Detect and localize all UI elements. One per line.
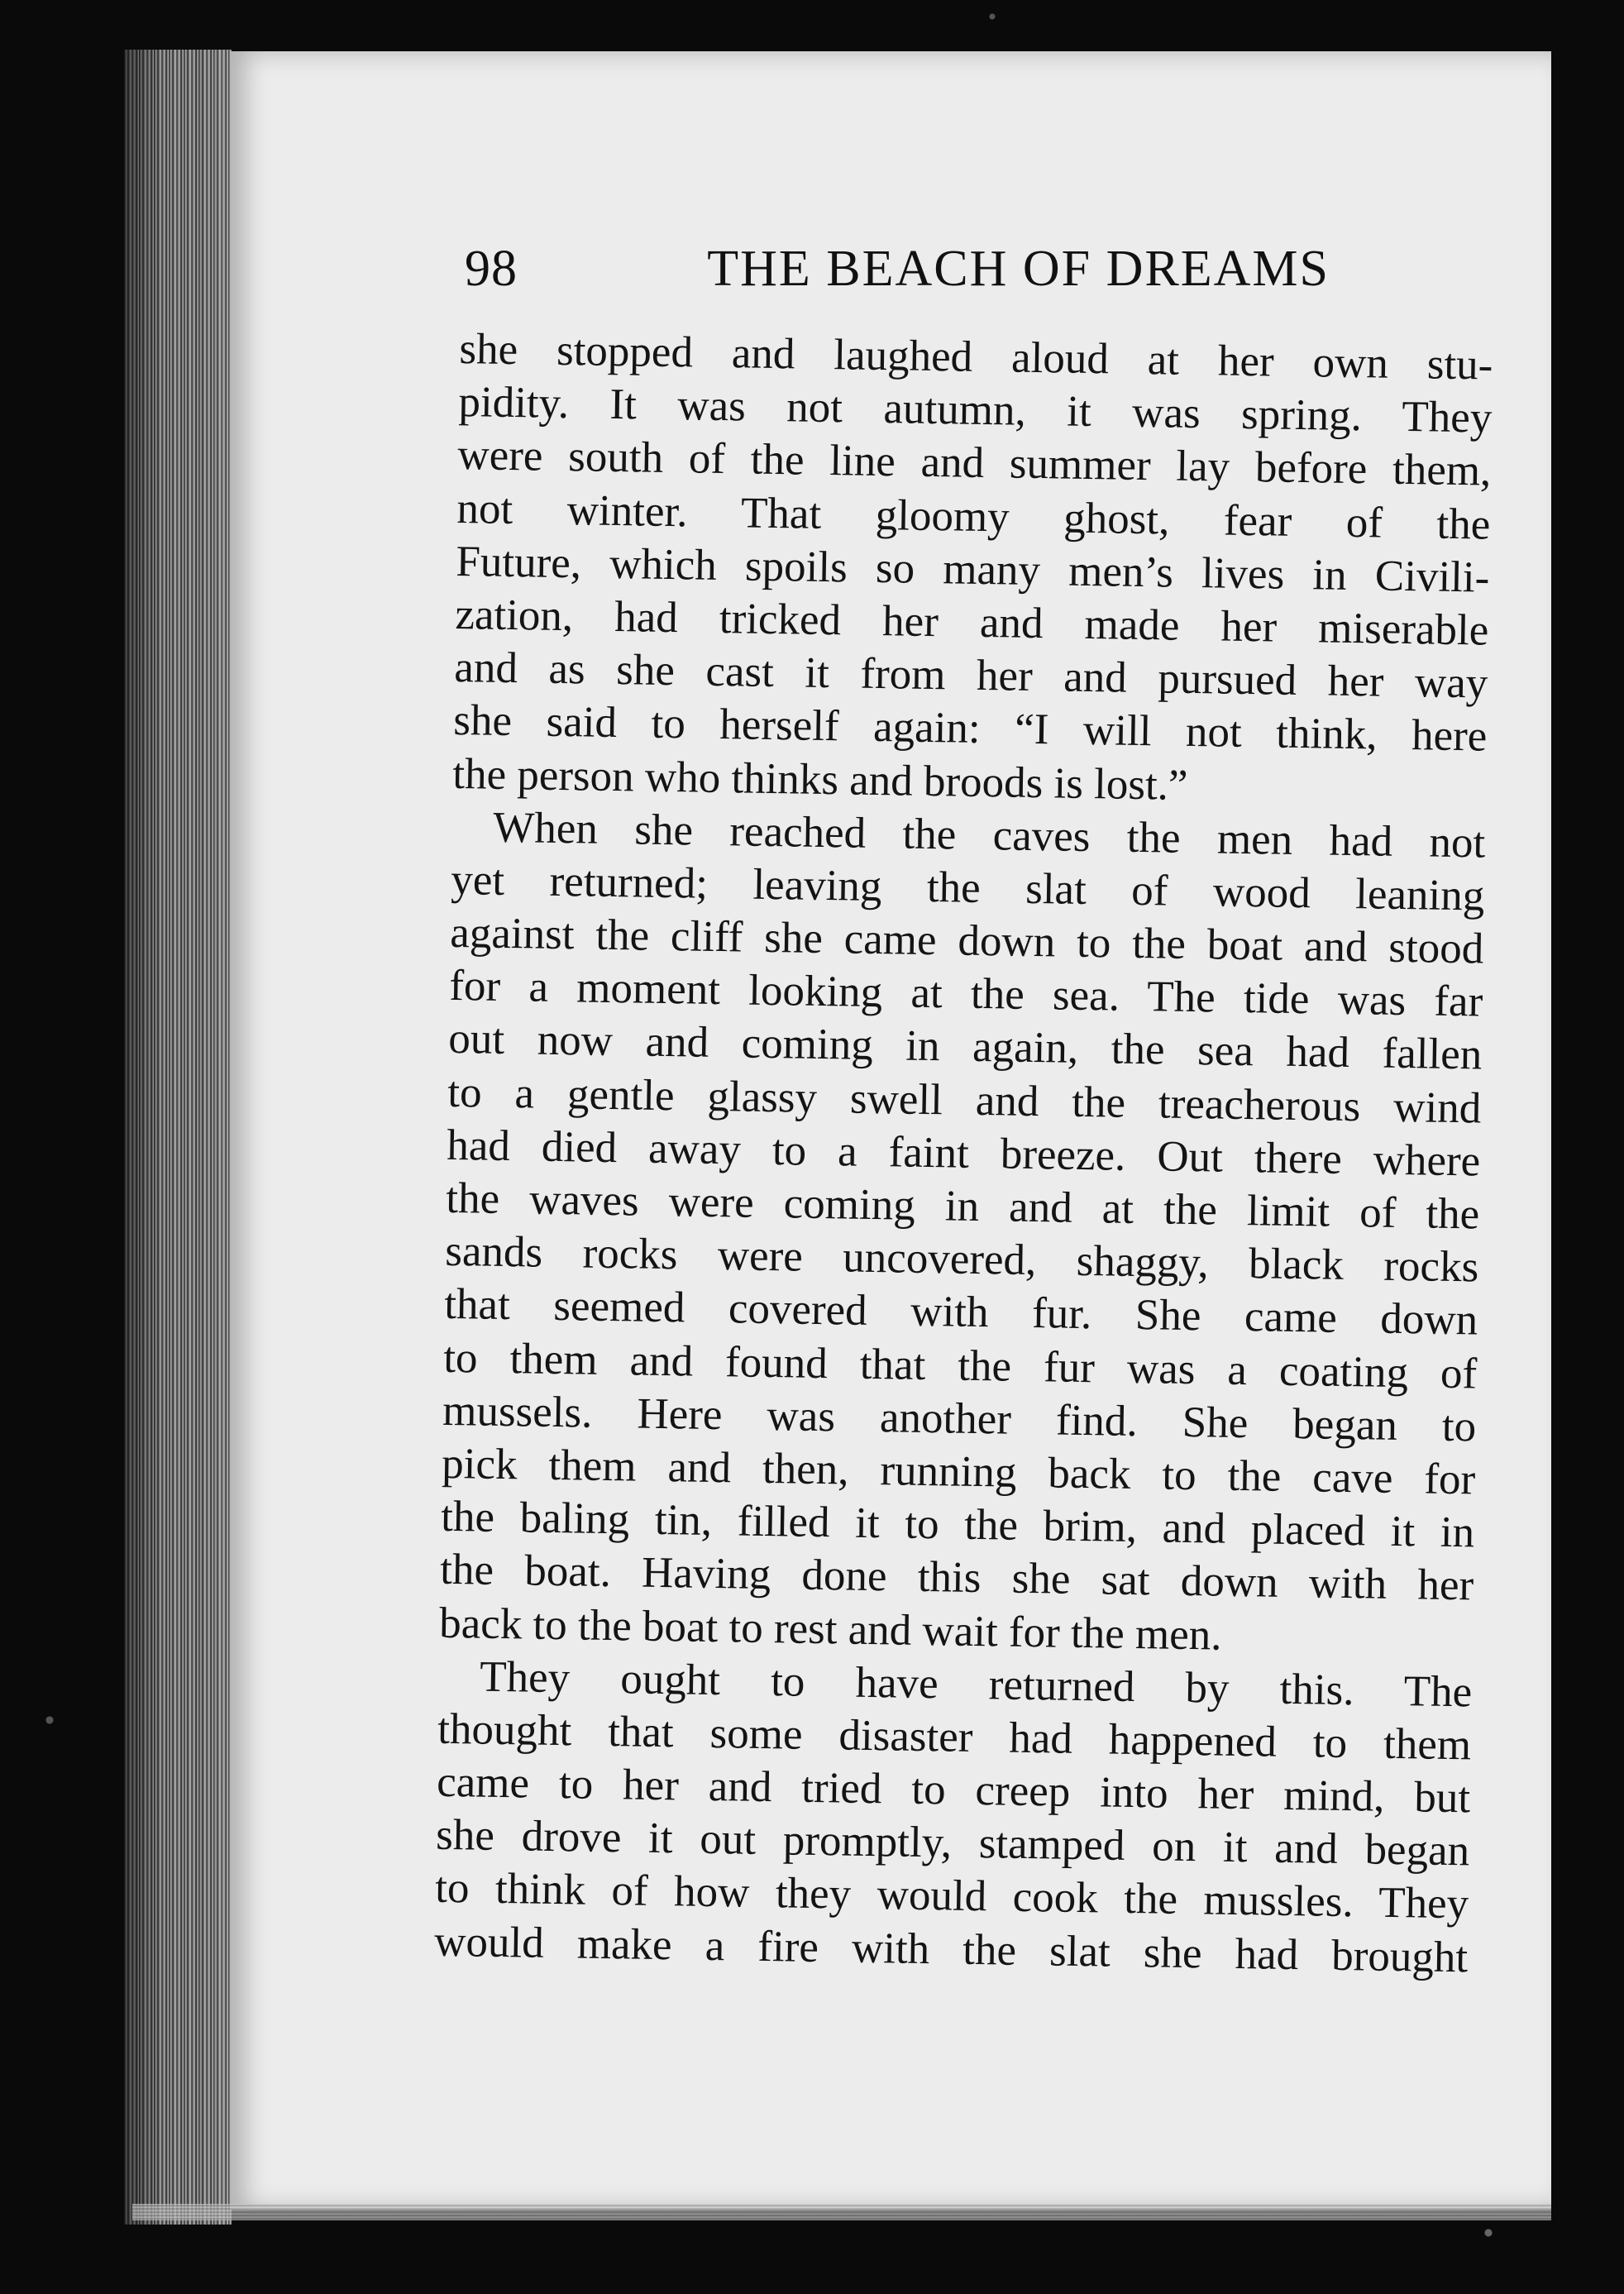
paragraph-3 [434,1649,1473,1984]
text-line: They ought to have returned by this. The [479,1652,1473,1717]
book-page-edges [124,50,232,2225]
text-line: that seemed covered with fur. She came down [443,1280,1478,1345]
text-line: When she reached the caves the men had not [492,803,1486,867]
text-line: out now and coming in again, the sea had fallen [447,1015,1483,1079]
text-line: pick them and then, running back to the cave for [441,1439,1476,1504]
text-line: back to the boat to rest and wait for the men. [438,1599,1222,1660]
text-line: and as she cast it from her and pursued her way [453,643,1488,708]
paragraph-2 [439,801,1486,1666]
paragraph-1 [452,323,1493,816]
text-line: mussels. Here was another find. She began to [442,1386,1477,1451]
text-line: to them and found that the fur was a coating of [442,1333,1478,1398]
text-line: the baling tin, filled it to the brim, and placed it in [440,1492,1475,1557]
text-line: thought that some disaster had happened to them [437,1704,1472,1770]
text-line: against the cliff she came down to the boat and stood [449,908,1484,973]
text-line: were south of the line and summer lay before them, [457,431,1492,495]
text-line: pidity. It was not autumn, it was spring. They [458,378,1493,442]
text-line: the boat. Having done this she sat down with her [439,1546,1474,1610]
text-line: she said to herself again: “I will not think, here [452,696,1488,761]
text-line: zation, had tricked her and made her miserable [455,590,1489,655]
running-head [465,240,1330,299]
text-line: the person who thinks and broods is lost.” [451,749,1188,810]
text-line: to think of how they would cook the mussles. They [434,1864,1469,1928]
text-line: sands rocks were uncovered, shaggy, black rocks [444,1227,1479,1292]
text-line: to a gentle glassy swell and the treacherous wind [447,1068,1482,1133]
page-bottom-edge [132,2204,1551,2220]
body-text [434,323,1493,1984]
text-line: not winter. That gloomy ghost, fear of the [456,484,1491,549]
running-title: THE BEACH OF DREAMS [707,241,1330,297]
text-line: she drove it out promptly, stamped on it and began [435,1811,1470,1876]
text-line: would make a fire with the slat she had brought [433,1917,1469,1982]
text-line: had died away to a faint breeze. Out there where [446,1121,1481,1186]
text-line: came to her and tried to creep into her mind, but [436,1757,1471,1823]
text-line: Future, which spoils so many men’s lives in Civili- [456,537,1490,602]
page-number: 98 [465,241,518,297]
text-line: for a moment looking at the sea. The tide was far [448,962,1483,1026]
text-line: the waves were coming in and at the limit of the [445,1173,1480,1239]
text-line: she stopped and laughed aloud at her own stu- [459,324,1493,390]
text-line: yet returned; leaving the slat of wood leaning [450,855,1485,920]
